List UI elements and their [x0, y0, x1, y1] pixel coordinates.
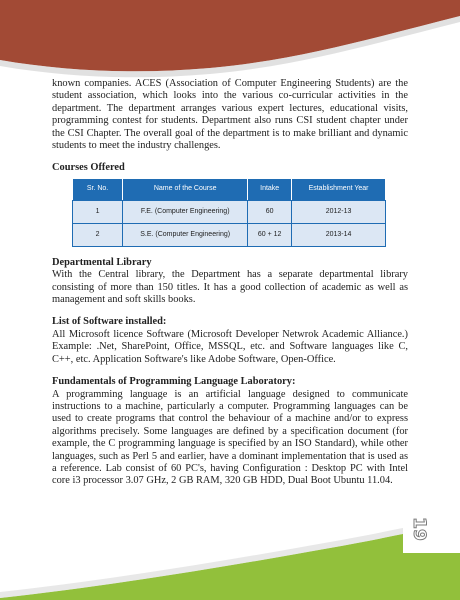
- table-cell: 60 + 12: [248, 223, 292, 246]
- library-paragraph: With the Central library, the Department has a separate departmental library consisting of more than 150 titles. It has a good collection of academic as well as management and soft skills books.: [52, 269, 408, 306]
- table-header-row: [73, 178, 386, 200]
- column-header-intake: Intake: [248, 178, 292, 200]
- table-row: [73, 223, 386, 246]
- software-heading: List of Software installed:: [52, 316, 167, 328]
- table-cell: 1: [73, 200, 123, 223]
- table-cell: S.E. (Computer Engineering): [123, 223, 248, 246]
- table-cell: F.E. (Computer Engineering): [123, 200, 248, 223]
- table-cell: 2: [73, 223, 123, 246]
- library-heading: Departmental Library: [52, 256, 152, 268]
- page-content: [52, 78, 408, 488]
- column-header-sr-no: Sr. No.: [73, 178, 123, 200]
- intro-paragraph: known companies. ACES (Association of Computer Engineering Students) are the student association, which looks into the various co-curricular activities in the department. The department arranges various expert lectures, educational visits, programming contest for students. Department also runs CSI student chapter under the CSI Chapter. The overall goal of the department is to make brilliant and dynamic students to meet the industry challenges.: [52, 78, 408, 152]
- software-paragraph: All Microsoft licence Software (Microsoft Developer Netwrok Academic Alliance.) Example: .Net, SharePoint, Office, MSSQL, etc. and Software languages like C, C++, etc. Application Software's like Adobe Software, Open-Office.: [52, 328, 408, 365]
- courses-heading: Courses Offered: [52, 162, 125, 174]
- courses-table: [72, 178, 386, 247]
- column-header-establishment-year: Establishment Year: [292, 178, 386, 200]
- table-cell: 60: [248, 200, 292, 223]
- table-row: [73, 200, 386, 223]
- lab-heading: Fundamentals of Programming Language Laboratory:: [52, 376, 296, 388]
- table-cell: 2012-13: [292, 200, 386, 223]
- lab-paragraph: A programming language is an artificial language designed to communicate instructions to a machine, particularly a computer. Programming languages can be used to create programs that control the behaviour of a machine and/or to express algorithms precisely. Some languages are defined by a specification document (for example, the C programming language is specified by an ISO Standard), while other languages, such as Perl 5 and earlier, have a dominant implementation that is used as a reference. Lab consist of 60 PC's, having Configuration : Desktop PC with Intel core i3 processor 3.07 GHz, 2 GB RAM, 320 GB HDD, Dual Boot Ubuntu 11.04.: [52, 388, 408, 487]
- table-cell: 2013-14: [292, 223, 386, 246]
- page-number: 19: [409, 517, 429, 541]
- column-header-course-name: Name of the Course: [123, 178, 248, 200]
